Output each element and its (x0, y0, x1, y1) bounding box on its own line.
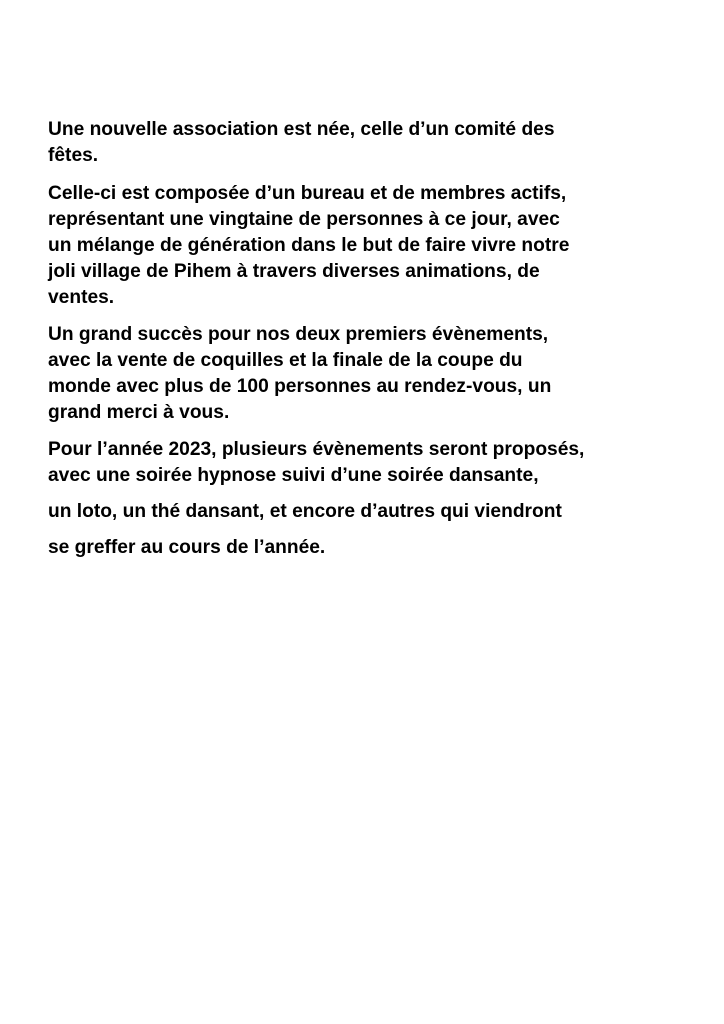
text-line: se greffer au cours de l’année. (48, 537, 326, 558)
text-line: un loto, un thé dansant, et encore d’autres qui viendront (48, 501, 562, 522)
paragraph-announcement (48, 117, 688, 169)
text-line: avec une soirée hypnose suivi d’une soirée dansante, (48, 465, 539, 486)
text-line: un mélange de génération dans le but de faire vivre notre (48, 235, 570, 256)
text-line: représentant une vingtaine de personnes à ce jour, avec (48, 209, 560, 230)
paragraph-2023-plans (48, 437, 688, 489)
text-line: joli village de Pihem à travers diverses animations, de (48, 261, 540, 282)
text-line: grand merci à vous. (48, 402, 230, 423)
text-line: monde avec plus de 100 personnes au rendez-vous, un (48, 376, 552, 397)
text-line: fêtes. (48, 145, 99, 166)
text-line: Celle-ci est composée d’un bureau et de membres actifs, (48, 183, 567, 204)
text-line: avec la vente de coquilles et la finale de la coupe du (48, 350, 523, 371)
text-line: Un grand succès pour nos deux premiers évènements, (48, 324, 549, 345)
paragraph-upcoming-events (48, 499, 688, 561)
paragraph-events-success (48, 322, 688, 426)
paragraph-composition (48, 181, 688, 311)
text-line: ventes. (48, 287, 115, 308)
text-line: Une nouvelle association est née, celle d’un comité des (48, 119, 555, 140)
text-line: Pour l’année 2023, plusieurs évènements seront proposés, (48, 439, 585, 460)
document-body (48, 117, 688, 561)
